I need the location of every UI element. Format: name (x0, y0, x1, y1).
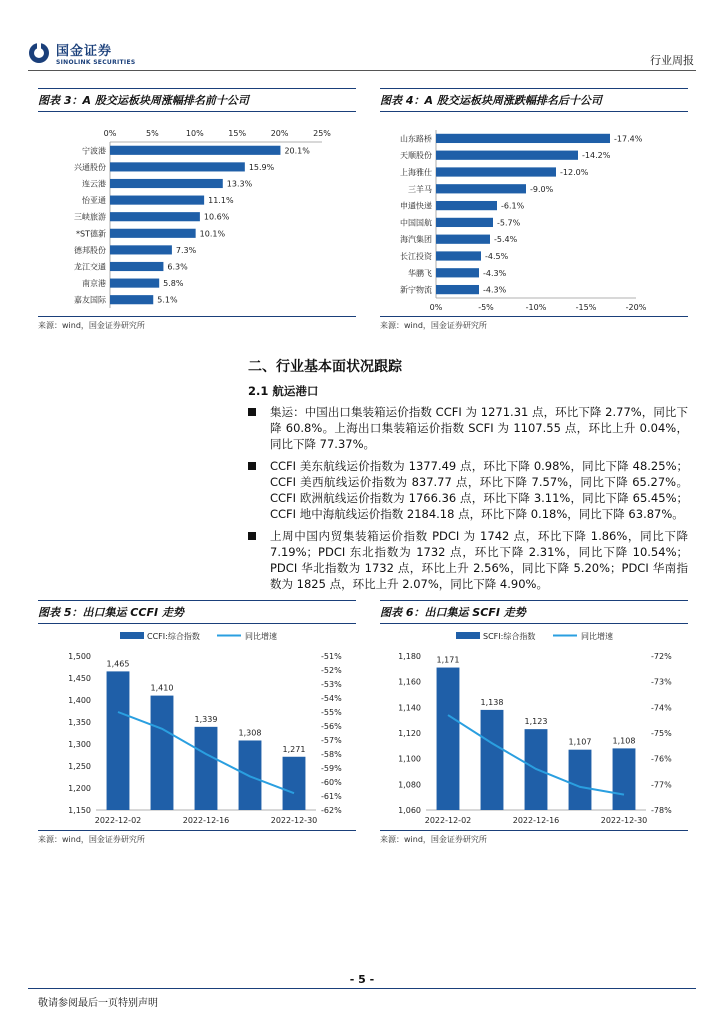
bar (110, 262, 163, 271)
x-tick-label: 2022-12-30 (270, 816, 318, 825)
right-tick-label: -60% (321, 778, 342, 787)
left-tick-label: 1,140 (398, 703, 421, 713)
right-tick-label: -54% (321, 694, 342, 703)
right-tick-label: -74% (651, 703, 672, 713)
left-tick-label: 1,180 (398, 652, 421, 661)
x-tick-label: 20% (270, 129, 289, 138)
data-label: 1,410 (150, 683, 174, 693)
right-tick-label: -56% (321, 722, 342, 731)
left-tick-label: 1,060 (398, 806, 421, 815)
category-label: 南京港 (82, 279, 106, 289)
data-label: -4.3% (483, 285, 507, 295)
bar (110, 162, 245, 171)
left-tick-label: 1,500 (68, 652, 91, 661)
bar (436, 134, 610, 143)
header-divider (28, 70, 696, 71)
left-tick-label: 1,100 (398, 754, 421, 764)
figure-6-title: 图表 6：出口集运 SCFI 走势 (380, 600, 688, 624)
bar (437, 668, 460, 810)
category-label: 怡亚通 (82, 196, 106, 206)
data-label: 1,271 (282, 744, 306, 754)
bar (613, 748, 636, 810)
figure-6-chart (380, 624, 688, 826)
category-label: 三峡旅游 (74, 212, 106, 222)
x-tick-label: 2022-12-16 (182, 816, 230, 825)
bar (283, 757, 306, 810)
data-label: 1,339 (194, 714, 218, 724)
bar (151, 696, 174, 810)
category-label: 申通快递 (400, 201, 432, 211)
x-tick-label: 10% (185, 129, 204, 138)
category-label: 兴通股份 (74, 162, 106, 172)
category-label: 长江投资 (400, 252, 432, 261)
data-label: -6.1% (501, 201, 525, 211)
x-tick-label: 2022-12-02 (424, 816, 472, 825)
logo-mark-icon (28, 42, 50, 64)
right-tick-label: -78% (651, 806, 672, 815)
bar (110, 245, 172, 254)
left-tick-label: 1,350 (68, 718, 91, 727)
bar (436, 251, 481, 260)
right-tick-label: -59% (321, 764, 342, 773)
page-number: - 5 - (349, 973, 375, 986)
bar (569, 750, 592, 810)
bar (436, 268, 479, 277)
x-tick-label: 2022-12-02 (94, 816, 142, 825)
left-tick-label: 1,120 (398, 729, 421, 738)
legend-bar-swatch (120, 632, 144, 639)
right-tick-label: -53% (321, 680, 342, 689)
bullet-square-icon (248, 408, 256, 416)
bullet-item (248, 528, 688, 592)
data-label: -4.3% (483, 268, 507, 278)
bullet-text: 上周中国内贸集装箱运价指数 PDCI 为 1742 点，环比下降 1.86%，同比下降 7.19%；PDCI 东北指数为 1732 点，环比下降 2.31%，同比下降 10.54%；PDCI 华北指数为 1732 点，环比上升 2.56%，同比下降 5.20%；PDCI 华南指数为 1825 点，环比上升 2.07%，同比下降 4.90%。 (270, 529, 688, 591)
x-tick-label: -10% (525, 303, 547, 312)
figure-4-title: 图表 4：A 股交运板块周涨跌幅排名后十公司 (380, 88, 688, 112)
x-tick-label: 0% (429, 303, 443, 312)
right-tick-label: -51% (321, 652, 342, 661)
right-tick-label: -62% (321, 806, 342, 815)
report-type: 行业周报 (650, 54, 694, 67)
figure-4 (380, 88, 688, 331)
data-label: 1,138 (480, 697, 504, 707)
left-tick-label: 1,300 (68, 740, 91, 749)
data-label: 1,465 (106, 659, 130, 669)
right-tick-label: -57% (321, 736, 342, 745)
bar (107, 671, 130, 810)
bullet-item (248, 458, 688, 522)
figure-3-title: 图表 3：A 股交运板块周涨幅排名前十公司 (38, 88, 356, 112)
x-tick-label: 0% (103, 129, 117, 138)
bullet-square-icon (248, 462, 256, 470)
bar (436, 201, 497, 210)
category-label: 华鹏飞 (408, 268, 432, 278)
figure-3-chart (38, 112, 356, 312)
bar (110, 229, 196, 238)
category-label: 三羊马 (408, 184, 432, 194)
x-tick-label: 5% (146, 129, 159, 138)
right-tick-label: -61% (321, 792, 342, 801)
category-label: 新宁物流 (400, 285, 432, 295)
left-tick-label: 1,250 (68, 762, 91, 771)
x-tick-label: 2022-12-30 (600, 816, 648, 825)
right-tick-label: -75% (651, 729, 672, 738)
data-label: -17.4% (614, 134, 643, 144)
brand-logo (28, 40, 135, 66)
figure-4-source: 来源：wind，国金证券研究所 (380, 321, 487, 330)
brand-name-cn: 国金证券 (56, 44, 113, 59)
category-label: 中国国航 (400, 218, 432, 228)
data-label: 15.9% (248, 162, 275, 172)
figure-5-source: 来源：wind，国金证券研究所 (38, 835, 145, 844)
category-label: 上海雅仕 (400, 168, 432, 177)
subsection-title: 2.1 航运港口 (248, 384, 319, 398)
bar (436, 184, 526, 193)
data-label: 20.1% (284, 146, 310, 156)
bar (436, 285, 479, 294)
bullet-list (248, 404, 688, 598)
data-label: 1,123 (524, 717, 548, 727)
x-tick-label: 25% (313, 129, 331, 138)
left-tick-label: 1,450 (68, 674, 91, 683)
bar (436, 151, 578, 160)
data-label: -12.0% (560, 168, 589, 177)
bar (110, 279, 159, 288)
category-label: 德邦股份 (74, 245, 106, 255)
category-label: 嘉友国际 (74, 295, 106, 305)
bullet-item (248, 404, 688, 452)
data-label: 10.1% (199, 229, 226, 239)
bar (110, 146, 280, 155)
bullet-square-icon (248, 532, 256, 540)
right-tick-label: -52% (321, 666, 342, 675)
data-label: 7.3% (175, 245, 197, 255)
figure-6-source: 来源：wind，国金证券研究所 (380, 835, 487, 844)
left-tick-label: 1,080 (398, 780, 421, 790)
bar (195, 727, 218, 810)
right-tick-label: -76% (651, 754, 672, 764)
bar (436, 235, 490, 244)
x-tick-label: -20% (625, 303, 647, 312)
category-label: 山东路桥 (400, 134, 432, 144)
bar (436, 167, 556, 176)
bar (239, 740, 262, 810)
figure-5 (38, 600, 356, 845)
right-tick-label: -73% (651, 677, 672, 687)
left-tick-label: 1,200 (68, 784, 91, 793)
legend-line-label: 同比增速 (245, 632, 277, 641)
right-tick-label: -58% (321, 750, 342, 759)
x-tick-label: 15% (228, 129, 247, 138)
right-tick-label: -77% (651, 780, 672, 790)
figure-3 (38, 88, 356, 331)
category-label: 海汽集团 (400, 235, 432, 245)
bar (436, 218, 493, 227)
data-label: 6.3% (167, 262, 188, 272)
brand-name-en: SINOLINK SECURITIES (56, 59, 136, 66)
data-label: -14.2% (582, 151, 611, 161)
data-label: 13.3% (226, 179, 253, 189)
data-label: 1,108 (612, 736, 636, 746)
legend-bar-label: SCFI:综合指数 (483, 632, 536, 641)
data-label: 11.1% (208, 196, 234, 206)
data-label: 1,171 (436, 655, 460, 665)
data-label: 1,308 (238, 728, 262, 738)
right-tick-label: -72% (651, 652, 672, 661)
figure-5-chart (38, 624, 356, 826)
data-label: -5.7% (497, 218, 521, 228)
legend-bar-swatch (456, 632, 480, 639)
category-label: 龙江交通 (74, 262, 106, 272)
left-tick-label: 1,150 (68, 806, 91, 815)
legend-bar-label: CCFI:综合指数 (147, 632, 200, 641)
data-label: -9.0% (530, 184, 554, 194)
legend-line-label: 同比增速 (581, 632, 613, 641)
data-label: 5.8% (163, 279, 184, 289)
x-tick-label: 2022-12-16 (512, 816, 560, 825)
figure-3-source: 来源：wind，国金证券研究所 (38, 321, 145, 330)
disclaimer-note: 敬请参阅最后一页特别声明 (38, 998, 158, 1009)
bar (110, 212, 200, 221)
data-label: -5.4% (494, 235, 518, 245)
bar (110, 179, 223, 188)
category-label: 宁波港 (82, 146, 106, 156)
data-label: -4.5% (485, 252, 509, 261)
left-tick-label: 1,160 (398, 677, 421, 687)
figure-5-title: 图表 5：出口集运 CCFI 走势 (38, 600, 356, 624)
footer-divider (28, 988, 696, 989)
x-tick-label: -15% (575, 303, 597, 312)
data-label: 5.1% (157, 295, 178, 305)
bar (110, 295, 153, 304)
x-tick-label: -5% (478, 303, 494, 312)
bullet-text: 集运：中国出口集装箱运价指数 CCFI 为 1271.31 点，环比下降 2.77%，同比下降 60.8%。上海出口集装箱运价指数 SCFI 为 1107.55 点，环比上升 0.04%，同比下降 77.37%。 (270, 405, 688, 451)
category-label: 连云港 (82, 179, 106, 189)
figure-4-chart (380, 112, 688, 312)
data-label: 1,107 (568, 737, 592, 747)
figure-6 (380, 600, 688, 845)
right-tick-label: -55% (321, 708, 342, 717)
left-tick-label: 1,400 (68, 696, 91, 705)
category-label: *ST德新 (76, 229, 106, 239)
data-label: 10.6% (203, 212, 230, 222)
bullet-text: CCFI 美东航线运价指数为 1377.49 点，环比下降 0.98%，同比下降 48.25%；CCFI 美西航线运价指数为 837.77 点，环比下降 7.57%，同比下降 65.27%。CCFI 欧洲航线运价指数为 1766.36 点，环比下降 3.11%，同比下降 65.45%；CCFI 地中海航线运价指数 2184.18 点，环比下降 0.18%，同比下降 63.87%。 (270, 459, 688, 521)
bar (110, 196, 204, 205)
section-title: 二、行业基本面状况跟踪 (248, 359, 402, 375)
bar (481, 710, 504, 810)
category-label: 天顺股份 (400, 151, 432, 161)
